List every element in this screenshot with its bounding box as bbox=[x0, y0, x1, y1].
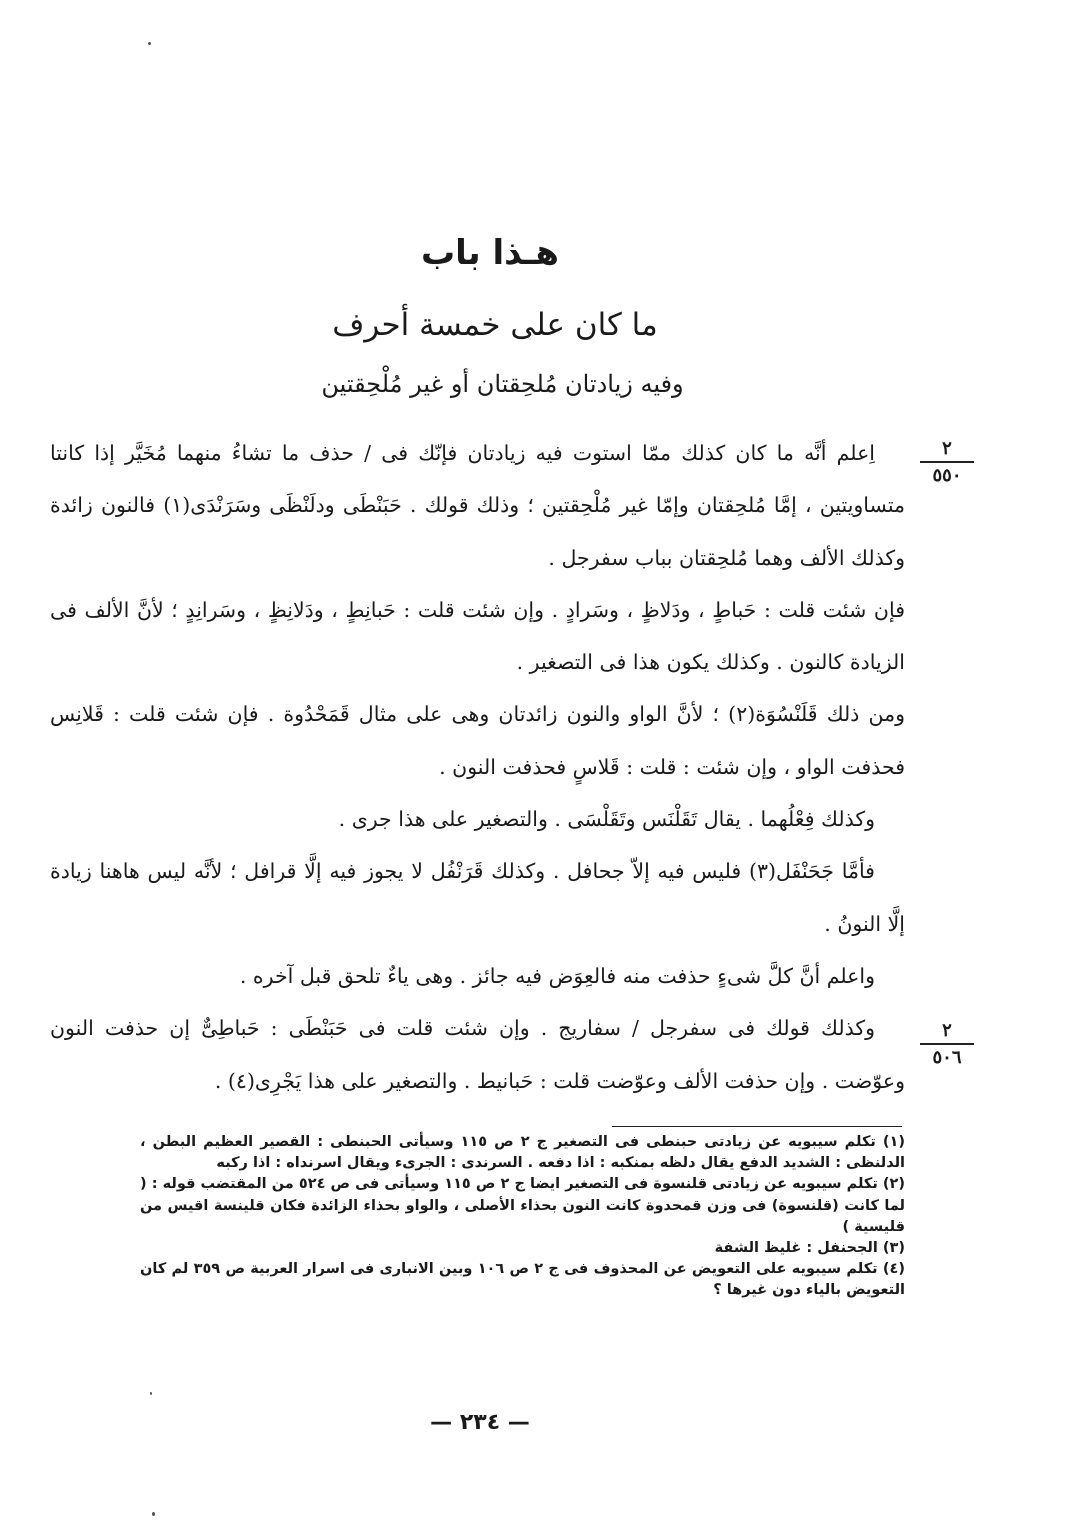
paragraph: وكذلك قولك فى سفرجل / سفاريج . وإن شئت قلت فى حَبَنْطَى : حَباطِىٌّ إن حذفت النون وعوّضت . وإن حذفت الألف وعوّضت قلت : حَبانيط . والتصغير على هذا يَجْرِى(٤) . bbox=[50, 1016, 905, 1093]
paragraph: فأمَّا جَحَنْفَل(٣) فليس فيه إلاّ جحافل . وكذلك قَرَنْفُل لا يجوز فيه إلَّا قرافل ؛ لأنَّه ليس هاهنا زيادة إلَّا النونُ . bbox=[50, 859, 905, 936]
footnote: (٤) تكلم سيبويه على التعويض عن المحذوف فى ج ٢ ص ١٠٦ وبين الانبارى فى اسرار العربية ص ٣٥٩ لم كان التعويض بالياء دون غيرها ؟ bbox=[140, 1261, 905, 1299]
footnote: (٢) تكلم سيبويه عن زيادتى قلنسوة فى التصغير ايضا ج ٢ ص ١١٥ وسيأتى فى ص ٥٢٤ من المقتضب قوله : ( لما كانت (قلنسوة) فى وزن قمحدوة كانت النون بحذاء الأصلى ، والواو بحذاء الزائدة فكان قلينسة اقيس من قليسية ) bbox=[140, 1176, 905, 1235]
page-number: — ٢٣٤ — bbox=[430, 1410, 530, 1435]
paragraph: ومن ذلك قَلَنْسُوَة(٢) ؛ لأنَّ الواو والنون زائدتان وهى على مثال قَمَحْدُوة . فإن شئت قلت : قَلانِس فحذفت الواو ، وإن شئت : قلت : قَلاسٍ فحذفت النون . bbox=[50, 702, 905, 779]
footnote: (٣) الجحنفل : غليظ الشفة bbox=[714, 1240, 905, 1257]
footnote: (١) تكلم سيبويه عن زيادتى حبنطى فى التصغير ج ٢ ص ١١٥ وسيأتى الحبنطى : القصير العظيم البطن ، الدلنظى : الشديد الدفع يقال دلظه بمنكبه : اذا دفعه . السرندى : الجرىء ويقال اسرنداه : اذا ركبه bbox=[140, 1134, 905, 1172]
paragraph: فإن شئت قلت : حَباطٍ ، ودَلاظٍ ، وسَرادٍ . وإن شئت قلت : حَبانِطٍ ، ودَلانِظٍ ، وسَرانِدٍ ؛ لأنَّ الألف فى الزيادة كالنون . وكذلك يكون هذا فى التصغير . bbox=[50, 597, 905, 675]
margin-reference bbox=[920, 438, 974, 487]
footnotes bbox=[140, 1132, 905, 1302]
paragraph: واعلم أنَّ كلَّ شىءٍ حذفت منه فالعِوَض فيه جائز . وهى ياءٌ تلحق قبل آخره . bbox=[239, 963, 875, 988]
chapter-subtitle-secondary: وفيه زيادتان مُلحِقتان أو غير مُلْحِقتين bbox=[321, 370, 684, 398]
paragraph: وكذلك فِعْلُهما . يقال تَقَلْنَس وتَقَلْسَى . والتصغير على هذا جرى . bbox=[338, 807, 875, 832]
margin-reference bbox=[920, 1020, 974, 1069]
margin-reference-volume: ٢ bbox=[920, 1020, 974, 1045]
chapter-subtitle: ما كان على خمسة أحرف bbox=[332, 307, 658, 343]
margin-reference-volume: ٢ bbox=[920, 438, 974, 463]
scan-speck bbox=[150, 1392, 152, 1395]
scan-speck bbox=[152, 1512, 155, 1516]
margin-reference-page: ٥٥٠ bbox=[932, 465, 962, 486]
chapter-title: هـذا باب bbox=[420, 233, 560, 273]
footnote-divider bbox=[612, 1126, 902, 1127]
paragraph: اِعلم أنَّه ما كان كذلك ممّا استوت فيه زيادتان فإنّك فى / حذف ما تشاءُ منهما مُخَيَّر إذا كانتا متساويتين ، إمَّا مُلحِقتان وإمّا غير مُلْحِقتين ؛ وذلك قولك . حَبَنْطَى ودلَنْظَى وسَرَنْدَى(١) فالنون زائدة وكذلك الألف وهما مُلحِقتان بباب سفرجل . bbox=[50, 441, 905, 570]
margin-reference-page: ٥٠٦ bbox=[932, 1047, 962, 1068]
scan-speck bbox=[148, 42, 151, 45]
body-text bbox=[50, 427, 905, 1107]
